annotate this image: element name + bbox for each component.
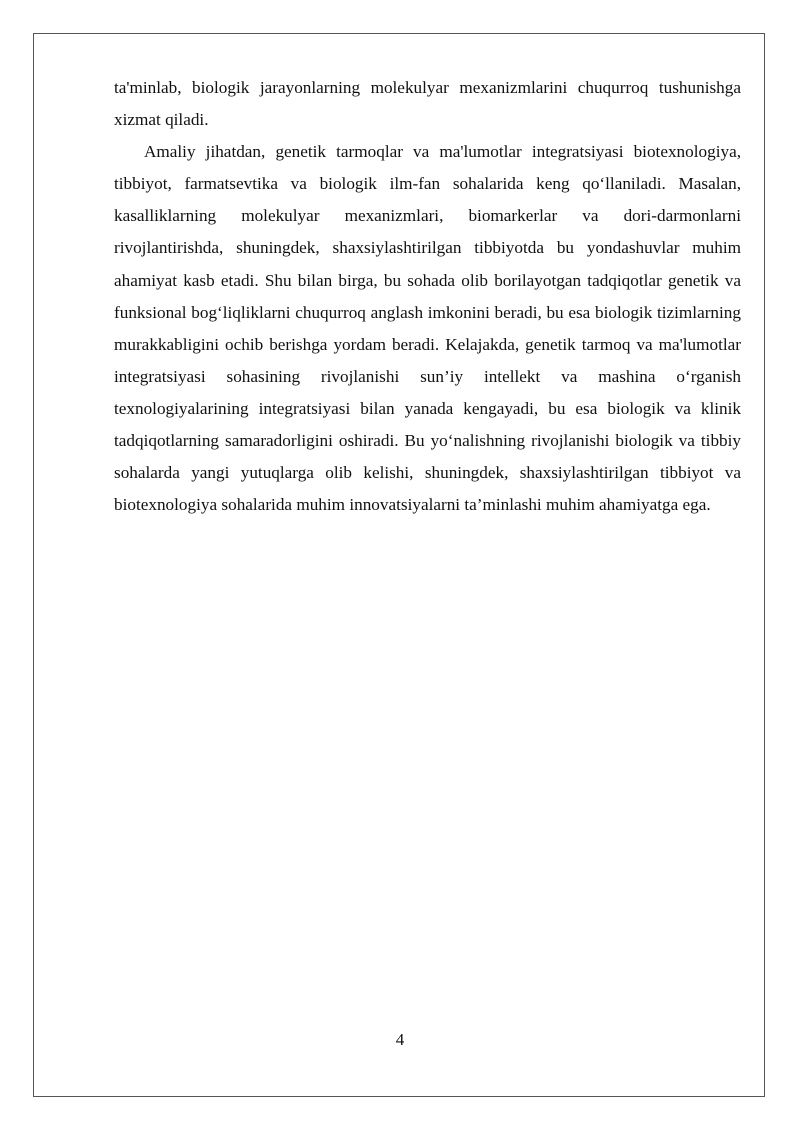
page-number: 4 <box>395 1030 405 1049</box>
paragraph-practical-applications: Amaliy jihatdan, genetik tarmoqlar va ma'lumotlar integratsiyasi biotexnologiya, tibbiyot, farmatsevtika va biologik ilm-fan sohalarida keng qo‘llaniladi. Masalan, kasalliklarning molekulyar mexanizmlari, biomarkerlar va dori-darmonlarni rivojlantirishda, shuningdek, shaxsiylashtirilgan tibbiyotda bu yondashuvlar muhim ahamiyat kasb etadi. Shu bilan birga, bu sohada olib borilayotgan tadqiqotlar genetik va funksional bog‘liqliklarni chuqurroq anglash imkonini beradi, bu esa biologik tizimlarning murakkabligini ochib berishga yordam beradi. Kelajakda, genetik tarmoq va ma'lumotlar integratsiyasi sohasining rivojlanishi sun’iy intellekt va mashina o‘rganish texnologiyalarining integratsiyasi bilan yanada kengayadi, bu esa biologik va klinik tadqiqotlarning samaradorligini oshiradi. Bu yo‘nalishning rivojlanishi biologik va tibbiy sohalarda yangi yutuqlarga olib kelishi, shuningdek, shaxsiylashtirilgan tibbiyot va biotexnologiya sohalarida muhim innovatsiyalarni ta’minlashi muhim ahamiyatga ega. <box>114 142 741 515</box>
paragraph-continuation: ta'minlab, biologik jarayonlarning molekulyar mexanizmlarini chuqurroq tushunishga xizmat qiladi. <box>114 78 741 130</box>
document-body <box>114 72 741 521</box>
